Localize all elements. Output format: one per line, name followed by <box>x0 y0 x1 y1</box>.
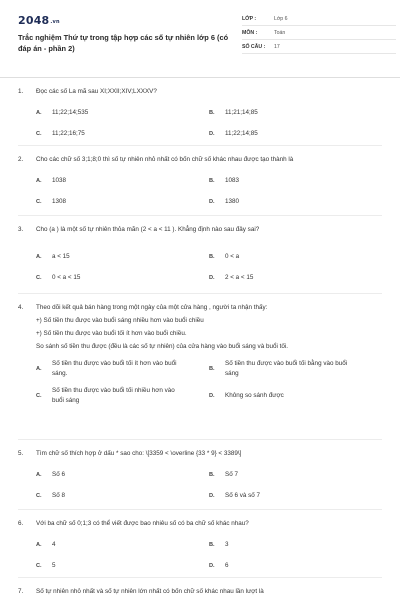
option-a[interactable] <box>36 170 209 191</box>
question-3 <box>18 216 382 294</box>
option-text: 0 < a < 15 <box>52 274 81 281</box>
option-text: Số 6 và số 7 <box>225 492 261 499</box>
option-text: 1308 <box>52 198 67 205</box>
option-d[interactable] <box>209 191 382 212</box>
option-letter: C. <box>36 562 42 569</box>
site-logo[interactable] <box>18 14 60 27</box>
option-a[interactable] <box>36 464 209 485</box>
option-c[interactable] <box>36 267 209 288</box>
option-letter: C. <box>36 198 42 205</box>
option-letter: D. <box>209 198 215 205</box>
question-number: 7. <box>18 588 24 595</box>
meta-key: LỚP : <box>242 15 257 22</box>
option-text: 4 <box>52 541 56 548</box>
option-text: 6 <box>225 562 229 569</box>
question-number: 3. <box>18 226 24 233</box>
option-b[interactable] <box>209 246 382 267</box>
option-c[interactable] <box>36 382 209 409</box>
option-text: 11;21;14;85 <box>225 109 258 116</box>
option-b[interactable] <box>209 102 382 123</box>
question-5 <box>18 440 382 510</box>
option-text: 11;22;16;75 <box>52 130 85 137</box>
option-text: 1083 <box>225 177 240 184</box>
option-b[interactable] <box>209 464 382 485</box>
option-letter: B. <box>209 109 215 116</box>
option-d[interactable] <box>209 485 382 506</box>
option-letter: D. <box>209 274 215 281</box>
option-d[interactable] <box>209 555 382 576</box>
option-a[interactable] <box>36 102 209 123</box>
option-a[interactable] <box>36 355 209 382</box>
option-letter: C. <box>36 392 42 399</box>
option-letter: B. <box>209 541 215 548</box>
question-list <box>18 78 382 596</box>
question-line: +) Số tiền thu được vào buổi tối ít hơn vào buổi chiều. <box>36 330 187 337</box>
option-text: Số tiền thu được vào buổi tối bằng vào buổi sáng <box>225 359 348 377</box>
option-text: 11;22;14;85 <box>225 130 258 137</box>
option-letter: D. <box>209 562 215 569</box>
question-text: Cho các chữ số 3;1;8;0 thì số tự nhiên nhỏ nhất có bốn chữ số khác nhau được tạo thành là <box>36 156 294 163</box>
meta-value: Lớp 6 <box>274 15 288 22</box>
option-letter: A. <box>36 177 42 184</box>
option-c[interactable] <box>36 191 209 212</box>
option-text: Số tiền thu được vào buổi tối nhiều hơn vào buổi sáng <box>52 386 175 404</box>
question-1 <box>18 78 382 146</box>
meta-value: Toán <box>274 29 286 36</box>
option-text: a < 15 <box>52 253 70 260</box>
option-text: 1380 <box>225 198 240 205</box>
worksheet-meta <box>242 12 396 54</box>
option-letter: D. <box>209 392 215 399</box>
question-number: 2. <box>18 156 24 163</box>
option-b[interactable] <box>209 534 382 555</box>
worksheet-header <box>18 0 382 66</box>
option-text: 3 <box>225 541 229 548</box>
question-6 <box>18 510 382 578</box>
option-text: Số 7 <box>225 471 238 478</box>
meta-key: SỐ CÂU : <box>242 43 266 50</box>
option-b[interactable] <box>209 355 382 382</box>
option-c[interactable] <box>36 555 209 576</box>
option-letter: B. <box>209 365 215 372</box>
option-letter: B. <box>209 177 215 184</box>
question-4 <box>18 294 382 440</box>
option-letter: A. <box>36 471 42 478</box>
question-text: Với ba chữ số 0;1;3 có thể viết được bao nhiêu số có ba chữ số khác nhau? <box>36 520 249 527</box>
logo-suffix: .vn <box>50 19 60 25</box>
question-text: Cho (a ) là một số tự nhiên thỏa mãn (2 < a < 11 ). Khẳng định nào sau đây sai? <box>36 226 260 233</box>
option-a[interactable] <box>36 246 209 267</box>
question-number: 5. <box>18 450 24 457</box>
option-letter: A. <box>36 365 42 372</box>
meta-row-subject <box>242 26 396 40</box>
answer-options <box>18 464 382 506</box>
option-text: Số 8 <box>52 492 65 499</box>
answer-options <box>18 355 382 409</box>
question-number: 4. <box>18 304 24 311</box>
meta-key: MÔN : <box>242 29 258 36</box>
question-line: +) Số tiền thu được vào buổi sáng nhiều hơn vào buổi chiều <box>36 317 204 324</box>
question-number: 6. <box>18 520 24 527</box>
question-text: Đọc các số La mã sau XI;XXII;XIV;LXXXV? <box>36 88 157 95</box>
answer-options <box>18 102 382 144</box>
question-line: So sánh số tiền thu được (đều là các số tự nhiên) của cửa hàng vào buổi sáng và buổi tối. <box>36 343 289 350</box>
logo-text: 2048 <box>18 14 50 27</box>
question-text: Tìm chữ số thích hợp ở dấu * sao cho: \[3359 < \overline {33 * 9} < 3389\] <box>36 450 242 457</box>
option-letter: C. <box>36 130 42 137</box>
option-letter: B. <box>209 253 215 260</box>
option-b[interactable] <box>209 170 382 191</box>
option-text: Không so sánh được <box>225 391 284 399</box>
option-letter: A. <box>36 253 42 260</box>
option-letter: C. <box>36 492 42 499</box>
option-letter: C. <box>36 274 42 281</box>
meta-row-class <box>242 12 396 26</box>
question-details <box>18 314 382 353</box>
option-letter: D. <box>209 130 215 137</box>
answer-options <box>18 246 382 288</box>
option-c[interactable] <box>36 123 209 144</box>
meta-value: 17 <box>274 43 280 50</box>
option-letter: A. <box>36 541 42 548</box>
option-d[interactable] <box>209 123 382 144</box>
option-text: 2 < a < 15 <box>225 274 254 281</box>
option-d[interactable] <box>209 267 382 288</box>
question-number: 1. <box>18 88 24 95</box>
option-text: Số tiền thu được vào buổi tối ít hơn vào buổi sáng. <box>52 359 177 377</box>
answer-options <box>18 534 382 576</box>
option-text: Số 6 <box>52 471 65 478</box>
option-letter: A. <box>36 109 42 116</box>
option-letter: D. <box>209 492 215 499</box>
option-c[interactable] <box>36 485 209 506</box>
question-7 <box>18 578 382 596</box>
page-title: Trắc nghiệm Thứ tự trong tập hợp các số tự nhiên lớp 6 (có đáp án - phần 2) <box>18 33 229 53</box>
answer-options <box>18 170 382 212</box>
option-text: 0 < a <box>225 253 240 260</box>
meta-row-count <box>242 40 396 54</box>
option-text: 11;22;14;535 <box>52 109 89 116</box>
option-text: 1038 <box>52 177 67 184</box>
option-d[interactable] <box>209 382 382 409</box>
question-text: Theo dõi kết quả bán hàng trong một ngày của một cửa hàng , người ta nhận thấy: <box>36 304 268 311</box>
option-a[interactable] <box>36 534 209 555</box>
option-text: 5 <box>52 562 56 569</box>
question-2 <box>18 146 382 216</box>
option-letter: B. <box>209 471 215 478</box>
question-text: Số tự nhiên nhỏ nhất và số tự nhiên lớn nhất có bốn chữ số khác nhau lần lượt là <box>36 588 264 595</box>
